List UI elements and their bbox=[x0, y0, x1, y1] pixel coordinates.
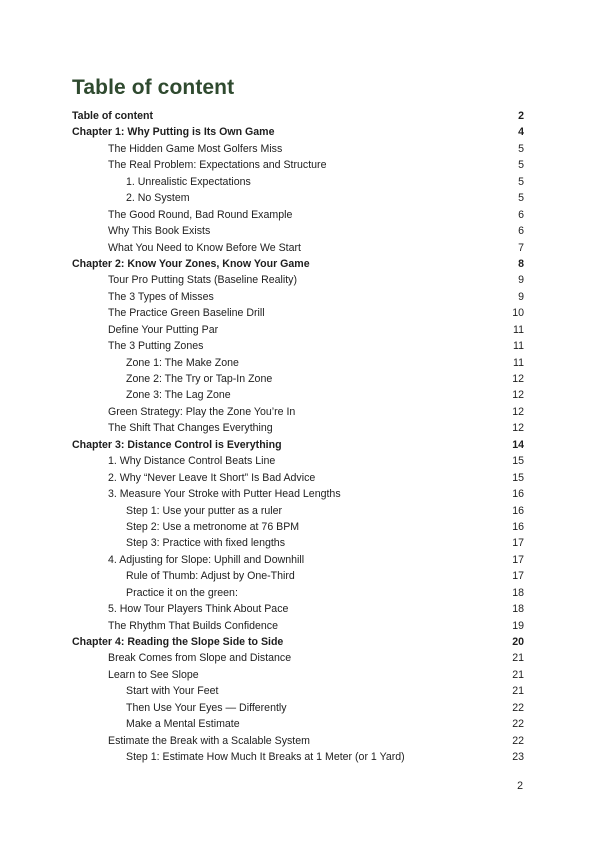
toc-entry-label: The Practice Green Baseline Drill bbox=[108, 307, 265, 320]
toc-entry[interactable] bbox=[72, 568, 524, 584]
toc-entry-label: Table of content bbox=[72, 110, 154, 122]
toc-entry[interactable] bbox=[72, 289, 524, 305]
toc-entry[interactable] bbox=[72, 305, 524, 321]
toc-entry[interactable] bbox=[72, 174, 524, 190]
toc-chapter-entry[interactable] bbox=[72, 124, 524, 140]
toc-entry[interactable] bbox=[72, 503, 524, 519]
toc-entry-label: Chapter 3: Distance Control is Everything bbox=[72, 438, 282, 451]
toc-entry[interactable] bbox=[72, 519, 524, 535]
toc-entry-page-number: 18 bbox=[512, 586, 524, 599]
toc-chapter-entry[interactable] bbox=[72, 437, 524, 453]
toc-entry-page-number: 9 bbox=[518, 290, 524, 303]
toc-entry-page-number: 16 bbox=[512, 520, 524, 533]
toc-entry[interactable] bbox=[72, 683, 524, 699]
toc-entry-label: 1. Why Distance Control Beats Line bbox=[108, 455, 276, 468]
toc-entry-page-number: 21 bbox=[512, 685, 524, 698]
toc-entry-page-number: 21 bbox=[512, 668, 524, 681]
toc-entry[interactable] bbox=[72, 223, 524, 239]
toc-entry[interactable] bbox=[72, 404, 524, 420]
toc-entry-page-number: 2 bbox=[518, 110, 524, 122]
toc-entry-label: Step 1: Use your putter as a ruler bbox=[126, 504, 283, 517]
toc-entry[interactable] bbox=[72, 749, 524, 765]
toc-entry[interactable] bbox=[72, 322, 524, 338]
toc-entry-page-number: 21 bbox=[512, 652, 524, 665]
toc-entry[interactable] bbox=[72, 355, 524, 371]
toc-entry-page-number: 10 bbox=[512, 307, 524, 320]
table-of-contents bbox=[72, 108, 524, 766]
toc-entry[interactable] bbox=[72, 486, 524, 502]
toc-entry-label: 2. Why “Never Leave It Short” Is Bad Advice bbox=[108, 471, 316, 484]
toc-entry-label: Chapter 4: Reading the Slope Side to Side bbox=[72, 636, 284, 648]
toc-entry-label: Tour Pro Putting Stats (Baseline Reality) bbox=[108, 274, 298, 287]
toc-entry-label: Zone 2: The Try or Tap-In Zone bbox=[126, 373, 273, 385]
toc-entry-page-number: 9 bbox=[518, 274, 524, 287]
toc-entry-page-number: 5 bbox=[518, 175, 524, 188]
toc-entry-page-number: 12 bbox=[512, 405, 524, 418]
toc-chapter-entry[interactable] bbox=[72, 108, 524, 124]
toc-entry-label: The Hidden Game Most Golfers Miss bbox=[108, 142, 283, 155]
toc-entry-label: Chapter 2: Know Your Zones, Know Your Game bbox=[72, 257, 310, 270]
toc-entry-page-number: 22 bbox=[512, 734, 524, 747]
toc-entry[interactable] bbox=[72, 338, 524, 354]
toc-entry-page-number: 11 bbox=[513, 356, 524, 369]
toc-entry-label: Why This Book Exists bbox=[108, 225, 211, 238]
toc-entry-label: The 3 Putting Zones bbox=[108, 340, 204, 353]
toc-entry-label: Practice it on the green: bbox=[126, 586, 238, 599]
toc-entry-page-number: 4 bbox=[518, 126, 524, 139]
toc-entry-label: The 3 Types of Misses bbox=[108, 290, 214, 303]
toc-entry-page-number: 12 bbox=[512, 389, 524, 402]
toc-entry[interactable] bbox=[72, 618, 524, 634]
toc-entry-label: Break Comes from Slope and Distance bbox=[108, 652, 292, 665]
toc-chapter-entry[interactable] bbox=[72, 256, 524, 272]
toc-entry-page-number: 23 bbox=[512, 751, 524, 764]
toc-entry-label: What You Need to Know Before We Start bbox=[108, 241, 301, 254]
toc-entry-page-number: 15 bbox=[512, 471, 524, 484]
toc-entry-page-number: 8 bbox=[518, 257, 524, 270]
toc-entry-label: 3. Measure Your Stroke with Putter Head Lengths bbox=[108, 488, 341, 501]
toc-entry-label: 1. Unrealistic Expectations bbox=[126, 175, 251, 188]
toc-entry-page-number: 16 bbox=[512, 488, 524, 501]
toc-entry-label: Estimate the Break with a Scalable System bbox=[108, 734, 310, 747]
toc-entry-label: Rule of Thumb: Adjust by One-Third bbox=[126, 570, 295, 583]
toc-entry[interactable] bbox=[72, 667, 524, 683]
toc-entry-label: Make a Mental Estimate bbox=[126, 718, 240, 731]
toc-entry-label: 4. Adjusting for Slope: Uphill and Downhill bbox=[108, 553, 305, 566]
toc-entry-label: The Good Round, Bad Round Example bbox=[108, 208, 293, 221]
toc-entry[interactable] bbox=[72, 700, 524, 716]
toc-entry-label: Chapter 1: Why Putting is Its Own Game bbox=[72, 126, 275, 139]
toc-entry-page-number: 6 bbox=[518, 225, 524, 238]
toc-entry-page-number: 18 bbox=[512, 603, 524, 616]
toc-entry[interactable] bbox=[72, 272, 524, 288]
toc-entry[interactable] bbox=[72, 650, 524, 666]
toc-entry-page-number: 17 bbox=[512, 570, 524, 583]
page-title: Table of content bbox=[72, 76, 235, 99]
toc-entry[interactable] bbox=[72, 141, 524, 157]
toc-entry-label: 2. No System bbox=[126, 192, 190, 205]
toc-entry[interactable] bbox=[72, 733, 524, 749]
toc-entry-label: Learn to See Slope bbox=[108, 668, 199, 681]
toc-entry-page-number: 19 bbox=[512, 619, 524, 632]
page-number: 2 bbox=[517, 780, 523, 792]
toc-entry-label: The Shift That Changes Everything bbox=[108, 422, 273, 435]
toc-entry-label: The Real Problem: Expectations and Structure bbox=[108, 159, 327, 172]
toc-entry-label: Define Your Putting Par bbox=[108, 323, 219, 336]
toc-entry-label: The Rhythm That Builds Confidence bbox=[108, 619, 278, 632]
toc-entry-page-number: 5 bbox=[518, 159, 524, 172]
toc-entry-page-number: 12 bbox=[512, 422, 524, 435]
toc-entry-page-number: 16 bbox=[512, 504, 524, 517]
toc-entry[interactable] bbox=[72, 552, 524, 568]
toc-entry-page-number: 17 bbox=[512, 553, 524, 566]
toc-entry-page-number: 5 bbox=[518, 192, 524, 205]
toc-entry-page-number: 17 bbox=[512, 537, 524, 550]
toc-entry-page-number: 20 bbox=[512, 636, 524, 648]
toc-entry[interactable] bbox=[72, 716, 524, 732]
toc-entry-page-number: 5 bbox=[518, 142, 524, 155]
toc-entry[interactable] bbox=[72, 371, 524, 387]
toc-entry[interactable] bbox=[72, 535, 524, 551]
toc-entry-page-number: 7 bbox=[518, 241, 524, 254]
toc-entry-page-number: 6 bbox=[518, 208, 524, 221]
toc-entry-page-number: 11 bbox=[513, 340, 524, 353]
toc-entry-label: Zone 3: The Lag Zone bbox=[126, 389, 231, 402]
toc-entry-page-number: 14 bbox=[512, 438, 524, 451]
toc-entry-label: 5. How Tour Players Think About Pace bbox=[108, 603, 289, 616]
toc-entry-label: Start with Your Feet bbox=[126, 685, 219, 698]
toc-entry-page-number: 11 bbox=[513, 323, 524, 336]
toc-entry[interactable] bbox=[72, 585, 524, 601]
toc-entry-label: Zone 1: The Make Zone bbox=[126, 356, 239, 369]
toc-entry-label: Step 2: Use a metronome at 76 BPM bbox=[126, 520, 300, 533]
toc-entry[interactable] bbox=[72, 207, 524, 223]
toc-entry-page-number: 15 bbox=[512, 455, 524, 468]
toc-entry[interactable] bbox=[72, 190, 524, 206]
toc-entry-page-number: 22 bbox=[512, 718, 524, 731]
toc-entry-label: Green Strategy: Play the Zone You’re In bbox=[108, 405, 296, 418]
toc-entry-page-number: 22 bbox=[512, 701, 524, 714]
toc-entry[interactable] bbox=[72, 453, 524, 469]
toc-entry[interactable] bbox=[72, 387, 524, 403]
toc-entry-page-number: 12 bbox=[512, 373, 524, 385]
toc-entry[interactable] bbox=[72, 420, 524, 436]
toc-entry[interactable] bbox=[72, 601, 524, 617]
toc-entry-label: Then Use Your Eyes — Differently bbox=[126, 701, 287, 714]
toc-entry[interactable] bbox=[72, 470, 524, 486]
toc-chapter-entry[interactable] bbox=[72, 634, 524, 650]
toc-entry[interactable] bbox=[72, 157, 524, 173]
toc-entry[interactable] bbox=[72, 240, 524, 256]
toc-entry-label: Step 1: Estimate How Much It Breaks at 1 Meter (or 1 Yard) bbox=[126, 751, 405, 764]
toc-entry-label: Step 3: Practice with fixed lengths bbox=[126, 537, 285, 550]
